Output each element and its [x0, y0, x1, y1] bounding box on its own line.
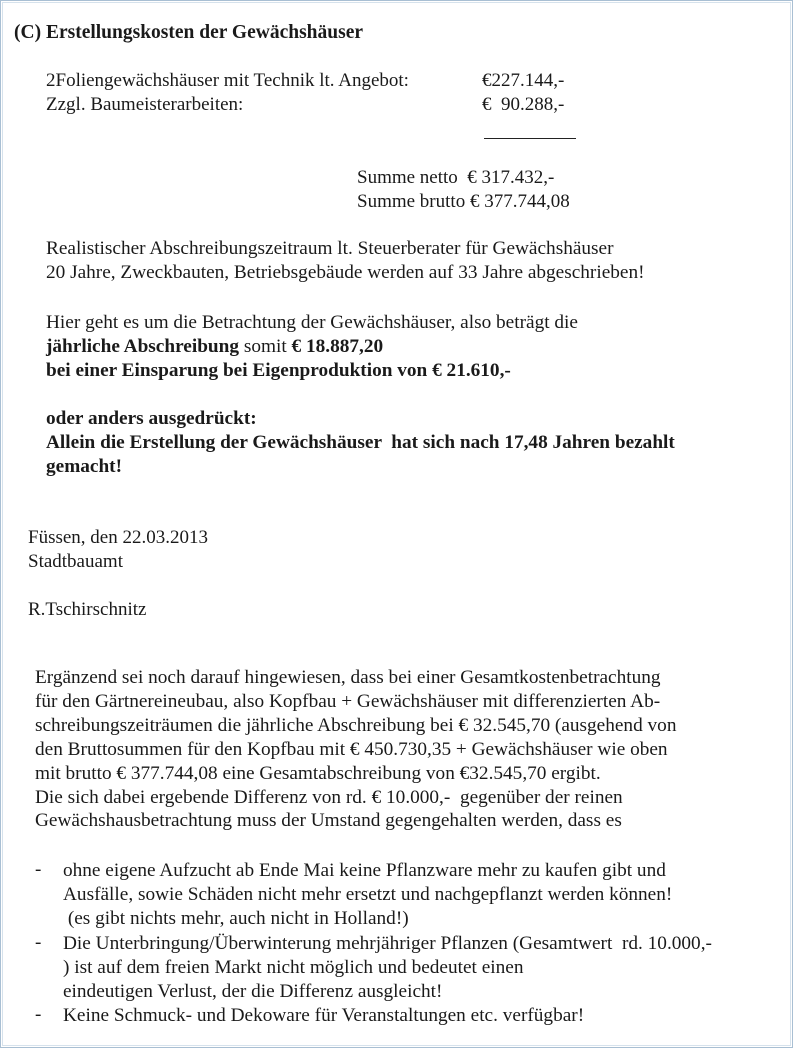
bullet-line: Die Unterbringung/Überwinterung mehrjähriger Pflanzen (Gesamtwert rd. 10.000,- [63, 933, 712, 954]
addendum-line: für den Gärtnereineubau, also Kopfbau + Gewächshäuser mit differenzierten Ab- [35, 690, 661, 712]
consideration-connector: somit [239, 335, 292, 357]
addendum-line: Die sich dabei ergebende Differenz von rd. € 10.000,- gegenüber der reinen [35, 786, 623, 808]
depreciation-line-1: Realistischer Abschreibungszeitraum lt. Steuerberater für Gewächshäuser [46, 238, 614, 259]
bullet-line: Ausfälle, sowie Schäden nicht mehr ersetzt und nachgepflanzt werden können! [63, 883, 673, 905]
signatory-name: R.Tschirschnitz [28, 599, 147, 620]
cost-row-2-label: Zzgl. Baumeisterarbeiten: [46, 94, 244, 115]
conclusion-line-1: oder anders ausgedrückt: [46, 408, 257, 429]
addendum-line: Gewächshausbetrachtung muss der Umstand gegengehalten werden, dass es [35, 810, 622, 832]
bullet-dash: - [35, 1004, 42, 1025]
addendum-paragraph [35, 666, 676, 833]
bullet-text [63, 932, 712, 1004]
consideration-line-1: Hier geht es um die Betrachtung der Gewächshäuser, also beträgt die [46, 312, 578, 333]
conclusion-paragraph [46, 407, 675, 479]
bullet-text [63, 1004, 584, 1028]
bullet-dash: - [35, 859, 42, 880]
sum-divider-line [484, 138, 576, 139]
bullet-line: Keine Schmuck- und Dekoware für Veranstaltungen etc. verfügbar! [63, 1005, 585, 1026]
depreciation-paragraph [46, 237, 645, 285]
addendum-line: Ergänzend sei noch darauf hingewiesen, dass bei einer Gesamtkostenbetrachtung [35, 667, 661, 688]
consideration-paragraph [46, 311, 578, 383]
depreciation-line-2: 20 Jahre, Zweckbauten, Betriebsgebäude werden auf 33 Jahre abgeschrieben! [46, 261, 645, 283]
conclusion-line-2: Allein die Erstellung der Gewächshäuser hat sich nach 17,48 Jahren bezahlt [46, 431, 675, 453]
annual-depreciation-label: jährliche Abschreibung [46, 335, 240, 357]
section-heading: (C) Erstellungskosten der Gewächshäuser [14, 22, 364, 43]
conclusion-line-3: gemacht! [46, 455, 123, 477]
cost-row-2-value: € 90.288,- [482, 94, 565, 115]
office-name: Stadtbauamt [28, 551, 123, 572]
addendum-line: den Bruttosummen für den Kopfbau mit € 450.730,35 + Gewächshäuser wie oben [35, 738, 668, 760]
place-date: Füssen, den 22.03.2013 [28, 527, 208, 548]
savings-line: bei einer Einsparung bei Eigenproduktion von € 21.610,- [46, 359, 511, 381]
addendum-line: mit brutto € 377.744,08 eine Gesamtabschreibung von €32.545,70 ergibt. [35, 762, 601, 784]
cost-row-1-value: €227.144,- [482, 70, 565, 91]
bullet-line: (es gibt nichts mehr, auch nicht in Holland!) [63, 907, 409, 929]
annual-depreciation-value: € 18.887,20 [291, 335, 384, 357]
sum-netto: Summe netto € 317.432,- [357, 167, 555, 188]
bullet-line: eindeutigen Verlust, der die Differenz ausgleicht! [63, 980, 443, 1002]
cost-row-1-label: 2Foliengewächshäuser mit Technik lt. Angebot: [46, 70, 409, 91]
bullet-line: ) ist auf dem freien Markt nicht möglich und bedeutet einen [63, 956, 524, 978]
consideration-line-2 [46, 335, 578, 359]
addendum-line: schreibungszeiträumen die jährliche Abschreibung bei € 32.545,70 (ausgehend von [35, 714, 677, 736]
bullet-text [63, 859, 672, 931]
bullet-line: ohne eigene Aufzucht ab Ende Mai keine Pflanzware mehr zu kaufen gibt und [63, 860, 666, 881]
sum-brutto: Summe brutto € 377.744,08 [357, 191, 570, 212]
bullet-dash: - [35, 932, 42, 953]
